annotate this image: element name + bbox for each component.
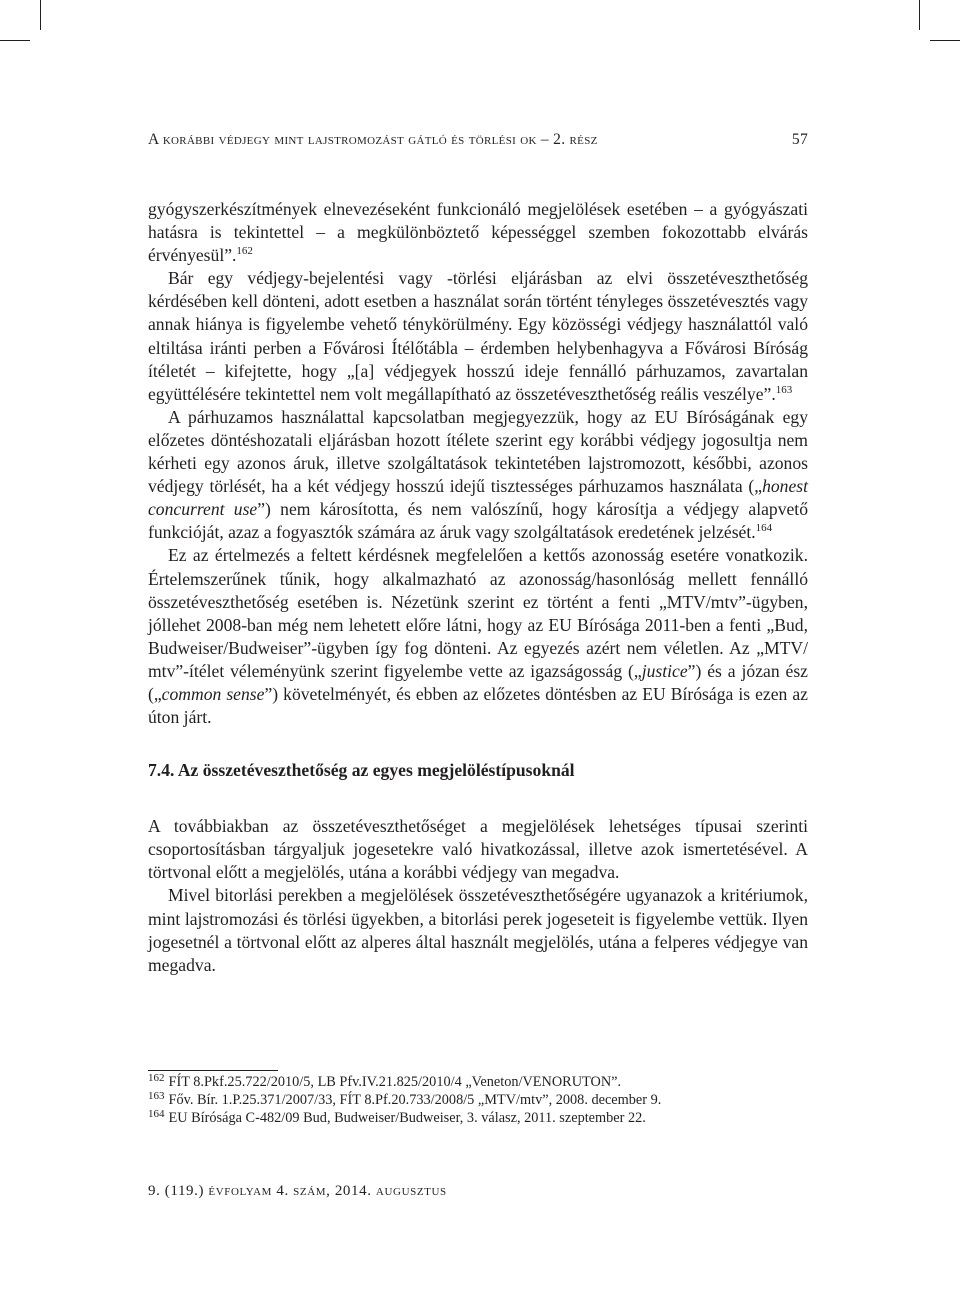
footnotes bbox=[148, 1074, 808, 1127]
paragraph-4 bbox=[148, 544, 808, 729]
paragraph-4-text-c: ”) követelményét, és ebben az előzetes döntésben az EU Bírósága is ezen az úton járt. bbox=[148, 683, 808, 728]
crop-mark-right-top bbox=[930, 40, 960, 41]
paragraph-4-text-a: Ez az értelmezés a feltett kérdésnek megfelelően a kettős azonosság esetére vonatkozik. Értelemszerűnek tűnik, hogy alkalmazható az azonosság/hasonlóság mellett fennálló összetéveszthetőség esetében is. Nézetünk szerint ez történt a fenti „MTV/mtv”-ügyben, jóllehet 2008-ban még nem lehetett előre látni, hogy az EU Bírósága 2011-ben a fenti „Bud, Budweiser/Budweiser”-ügyben így fog dönteni. Az egyezés azért nem véletlen. Az „MTV/ mtv”-ítélet véleményünk szerint figyelembe vette az igazságosság („ bbox=[148, 545, 808, 681]
main-text bbox=[148, 198, 808, 977]
footnote-number: 163 bbox=[148, 1089, 165, 1102]
footnote-ref-162[interactable]: 162 bbox=[236, 245, 253, 258]
paragraph-2 bbox=[148, 267, 808, 406]
crop-mark-top-right bbox=[919, 0, 920, 30]
paragraph-4-text-b: ”) és a józan ész („ bbox=[148, 660, 808, 704]
footnote-ref-163[interactable]: 163 bbox=[775, 383, 793, 396]
paragraph-1-text: gyógyszerkészítmények elnevezéseként funkcionáló megjelölések esetében – a gyógyászati hatásra is tekintettel – a megkülönböztető képességgel szemben fokozottabb elvárás érvényesül”. bbox=[148, 199, 808, 266]
footnote-text: EU Bírósága C-482/09 Bud, Budweiser/Budweiser, 3. válasz, 2011. szeptember 22. bbox=[168, 1109, 646, 1126]
footnote-ref-164[interactable]: 164 bbox=[755, 522, 773, 535]
footnote-separator bbox=[148, 1070, 278, 1071]
footnote-162 bbox=[148, 1074, 808, 1092]
footnote-text: Főv. Bír. 1.P.25.371/2007/33, FÍT 8.Pf.20.733/2008/5 „MTV/mtv”, 2008. december 9. bbox=[168, 1091, 662, 1108]
section-paragraph-1: A továbbiakban az összetéveszthetőséget a megjelölések lehetséges típusai szerinti csoportosításban tárgyaljuk jogesetekre való hivatkozással, illetve azok ismertetésével. A törtvonal előtt a megjelölés, utána a korábbi védjegy van megadva. bbox=[148, 816, 808, 883]
running-title: A korábbi védjegy mint lajstromozást gátló és törlési ok – 2. rész bbox=[148, 131, 598, 148]
paragraph-3 bbox=[148, 406, 808, 545]
footnote-163 bbox=[148, 1089, 808, 1110]
paragraph-4-italic-2: common sense bbox=[161, 683, 265, 704]
running-header bbox=[148, 131, 808, 149]
footnote-number: 162 bbox=[148, 1072, 165, 1084]
footnote-text: FÍT 8.Pkf.25.722/2010/5, LB Pfv.IV.21.825/2010/4 „Veneton/VENORUTON”. bbox=[168, 1074, 622, 1090]
section-title: Az összetéveszthetőség az egyes megjelöléstípusoknál bbox=[177, 760, 575, 781]
paragraph-2-text: Bár egy védjegy-bejelentési vagy -törlési eljárásban az elvi összetéveszthetőség kérdésében kell dönteni, adott esetben a használat során történt tényleges összetévesztés vagy annak hiánya is figyelembe vehető ténykörülmény. Egy közösségi védjegy használattól való eltiltása iránti perben a Fővárosi Ítélőtábla – érdemben helybenhagyva a Fővárosi Bíróság ítéletét – kifejtette, hogy „[a] védjegyek hosszú ideje fennálló párhuzamos, zavartalan együttélésére tekintettel nem volt megállapítható az összetéveszthetőség reális veszélye”. bbox=[148, 268, 808, 404]
paragraph-1 bbox=[148, 198, 808, 267]
paragraph-3-text-b: ”) nem károsította, és nem valószínű, hogy károsítja a védjegy alapvető funkcióját, azaz a fogyasztók számára az áruk vagy szolgáltatások eredetének jelzését. bbox=[148, 499, 808, 543]
paragraph-4-italic-1: justice bbox=[641, 660, 688, 681]
section-heading bbox=[148, 759, 808, 782]
footnote-number: 164 bbox=[148, 1107, 165, 1120]
crop-mark-top-left bbox=[40, 0, 41, 30]
issue-footer: 9. (119.) évfolyam 4. szám, 2014. augusztus bbox=[148, 1183, 447, 1199]
section-number: 7.4. bbox=[148, 760, 175, 781]
paragraph-3-italic: honest concurrent use bbox=[148, 476, 808, 520]
paragraph-3-text-a: A párhuzamos használattal kapcsolatban megjegyezzük, hogy az EU Bíróságának egy előzetes döntéshozatali eljárásban hozott ítélete szerint egy korábbi védjegy jogosultja nem kérheti egy azonos áruk, illetve szolgáltatások tekintetében lajstromozott, későbbi, azonos védjegy törlését, ha a két védjegy hosszú idejű tisztességes párhuzamos használata („ bbox=[148, 406, 808, 497]
footnote-164 bbox=[148, 1107, 808, 1128]
crop-mark-left-top bbox=[0, 40, 30, 41]
page-number: 57 bbox=[791, 131, 808, 148]
section-paragraph-2: Mivel bitorlási perekben a megjelölések összetéveszthetőségére ugyanazok a kritériumok, mint lajstromozási és törlési ügyekben, a bitorlási perek jogeseteit is figyelembe vettük. Ilyen jogesetnél a törtvonal előtt az alperes által használt megjelölés, utána a felperes védjegye van megadva. bbox=[148, 885, 808, 975]
